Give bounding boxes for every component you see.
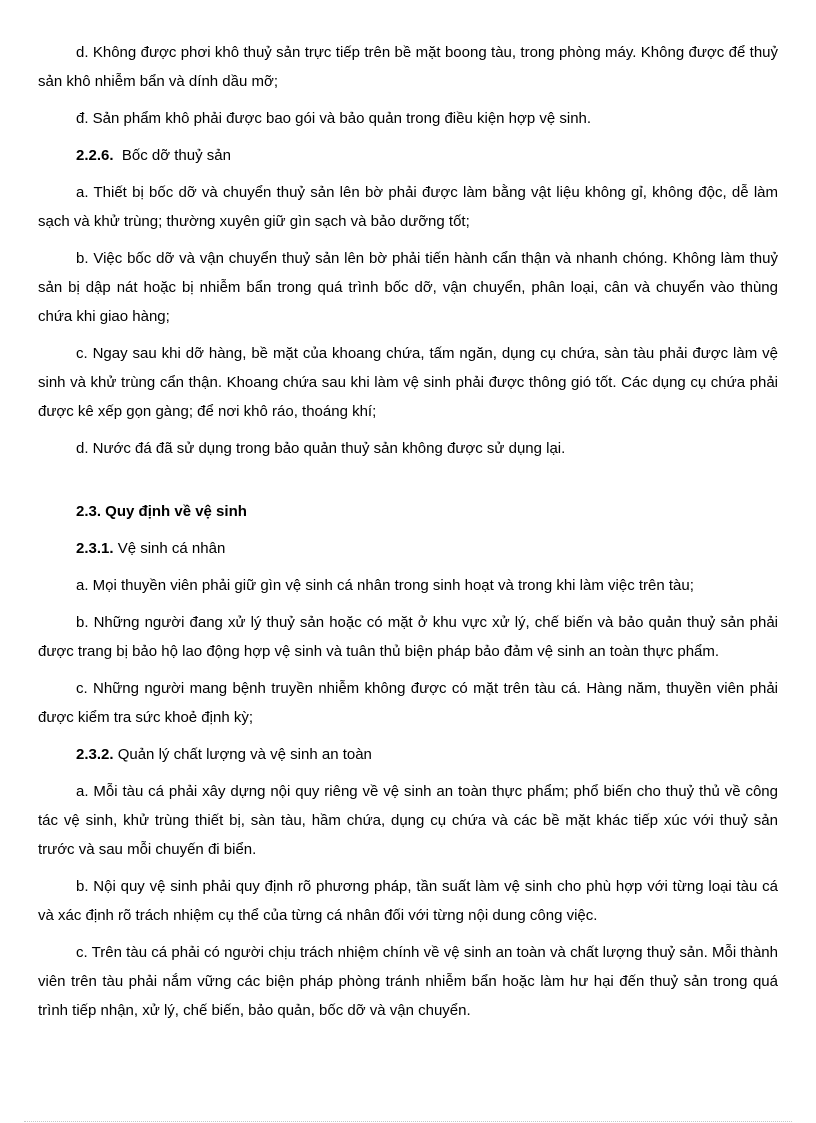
paragraph-quality-c: c. Trên tàu cá phải có người chịu trách nhiệm chính về vệ sinh an toàn và chất lượng thuỷ sản. Mỗi thành viên trên tàu phải nắm vững các biện pháp phòng tránh nhiễm bẩn hoặc làm hư hại đến thuỷ sản trong quá trình tiếp nhận, xử lý, chế biến, bảo quản, bốc dỡ và vận chuyển. bbox=[38, 944, 778, 1019]
heading-2-2-6 bbox=[38, 141, 778, 170]
heading-number: 2.2.6. bbox=[76, 147, 114, 164]
paragraph-personal-a: a. Mọi thuyền viên phải giữ gìn vệ sinh cá nhân trong sinh hoạt và trong khi làm việc trên tàu; bbox=[76, 577, 694, 594]
heading-number: 2.3.2. bbox=[76, 746, 114, 763]
heading-number: 2.3.1. bbox=[76, 540, 114, 557]
heading-text: Bốc dỡ thuỷ sản bbox=[121, 147, 231, 164]
document-page bbox=[38, 38, 778, 1033]
heading-text: Quản lý chất lượng và vệ sinh an toàn bbox=[117, 746, 372, 763]
paragraph-drying-dd: đ. Sản phẩm khô phải được bao gói và bảo quản trong điều kiện hợp vệ sinh. bbox=[76, 110, 592, 127]
paragraph-quality-a: a. Mỗi tàu cá phải xây dựng nội quy riêng về vệ sinh an toàn thực phẩm; phổ biến cho thuỷ thủ về công tác vệ sinh, khử trùng thiết bị, sàn tàu, hầm chứa, dụng cụ chứa và các bề mặt khác tiếp xúc với thuỷ sản trước và sau mỗi chuyến đi biển. bbox=[38, 783, 778, 858]
section-heading-2-3: 2.3. Quy định về vệ sinh bbox=[76, 503, 247, 520]
heading-2-3-1 bbox=[38, 534, 778, 563]
heading-2-3-2 bbox=[38, 740, 778, 769]
section-spacer bbox=[38, 471, 778, 497]
paragraph-quality-b: b. Nội quy vệ sinh phải quy định rõ phương pháp, tần suất làm vệ sinh cho phù hợp với từng loại tàu cá và xác định rõ trách nhiệm cụ thể của từng cá nhân đối với từng nội dung công việc. bbox=[38, 878, 778, 924]
paragraph-personal-b: b. Những người đang xử lý thuỷ sản hoặc có mặt ở khu vực xử lý, chế biến và bảo quản thuỷ sản phải được trang bị bảo hộ lao động hợp vệ sinh và tuân thủ biện pháp bảo đảm vệ sinh an toàn thực phẩm. bbox=[38, 614, 778, 660]
paragraph-unloading-d: d. Nước đá đã sử dụng trong bảo quản thuỷ sản không được sử dụng lại. bbox=[76, 440, 566, 457]
paragraph-unloading-c: c. Ngay sau khi dỡ hàng, bề mặt của khoang chứa, tấm ngăn, dụng cụ chứa, sàn tàu phải được làm vệ sinh và khử trùng cẩn thận. Khoang chứa sau khi làm vệ sinh phải được thông gió tốt. Các dụng cụ chứa phải được kê xếp gọn gàng; để nơi khô ráo, thoáng khí; bbox=[38, 345, 778, 420]
page-bottom-divider bbox=[24, 1121, 792, 1122]
paragraph-drying-d: d. Không được phơi khô thuỷ sản trực tiếp trên bề mặt boong tàu, trong phòng máy. Không được để thuỷ sản khô nhiễm bẩn và dính dầu mỡ; bbox=[38, 44, 778, 90]
heading-text: Vệ sinh cá nhân bbox=[117, 540, 226, 557]
paragraph-personal-c: c. Những người mang bệnh truyền nhiễm không được có mặt trên tàu cá. Hàng năm, thuyền viên phải được kiểm tra sức khoẻ định kỳ; bbox=[38, 680, 778, 726]
paragraph-unloading-a: a. Thiết bị bốc dỡ và chuyển thuỷ sản lên bờ phải được làm bằng vật liệu không gỉ, không độc, dễ làm sạch và khử trùng; thường xuyên giữ gìn sạch và bảo dưỡng tốt; bbox=[38, 184, 778, 230]
paragraph-unloading-b: b. Việc bốc dỡ và vận chuyển thuỷ sản lên bờ phải tiến hành cẩn thận và nhanh chóng. Không làm thuỷ sản bị dập nát hoặc bị nhiễm bẩn trong quá trình bốc dỡ, vận chuyển, phân loại, cân và chuyển vào thùng chứa khi giao hàng; bbox=[38, 250, 778, 325]
